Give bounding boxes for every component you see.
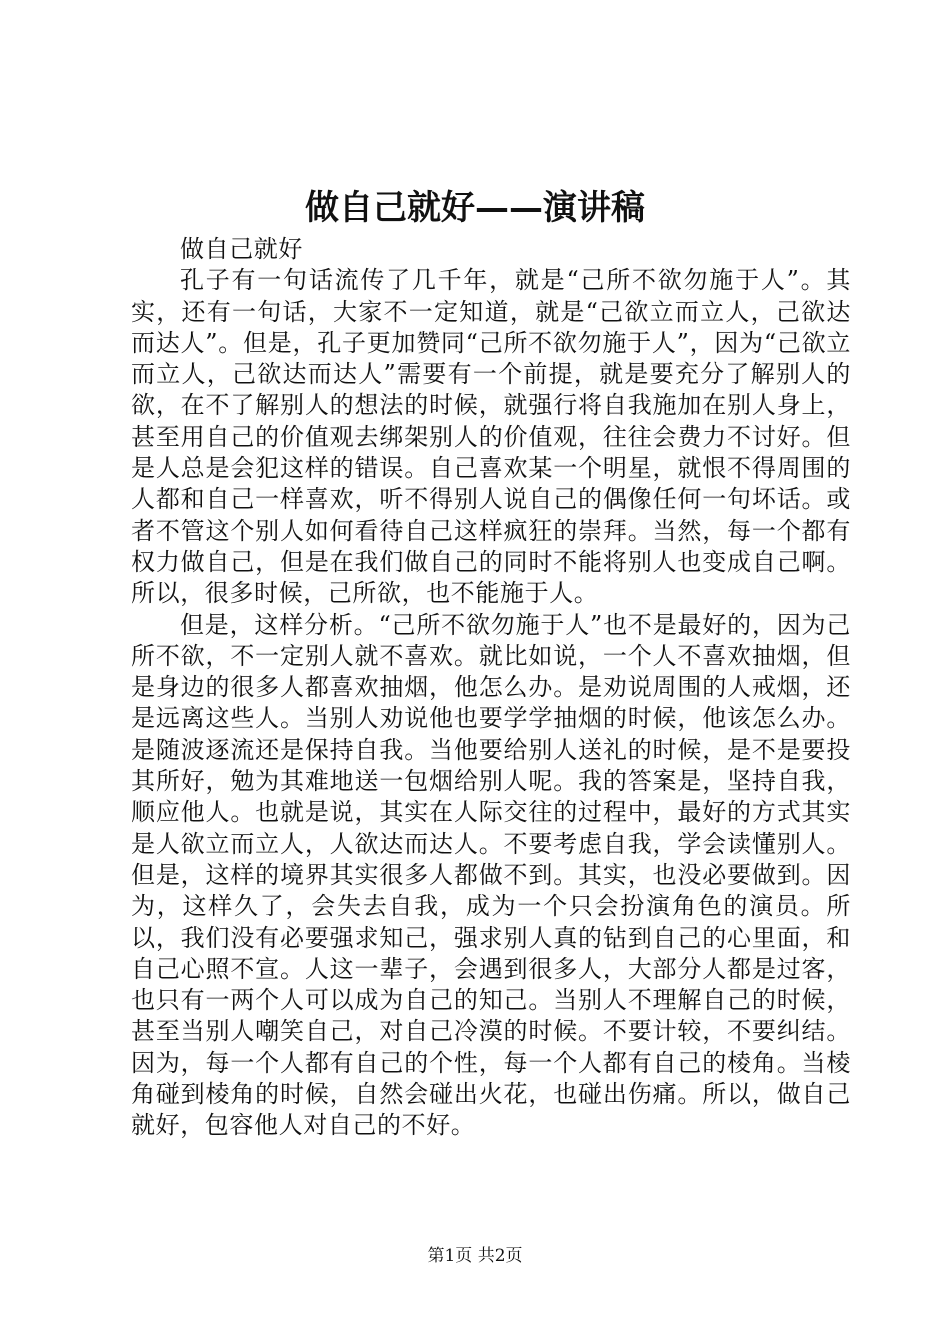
paragraph-subtitle: 做自己就好 (180, 235, 303, 263)
document-title: 做自己就好——演讲稿 (305, 188, 645, 228)
page-number-footer: 第1页 共2页 (427, 1246, 523, 1266)
paragraph-1: 孔子有一句话流传了几千年，就是“己所不欲勿施于人”。其实，还有一句话，大家不一定知道，就是“己欲立而立人，己欲达而达人”。但是，孔子更加赞同“己所不欲勿施于人”，因为“己欲立而立人，己欲达而达人”需要有一个前提，就是要充分了解别人的欲，在不了解别人的想法的时候，就强行将自我施加在别人身上，甚至用自己的价值观去绑架别人的价值观，往往会费力不讨好。但是人总是会犯这样的错误。自己喜欢某一个明星，就恨不得周围的人都和自己一样喜欢，听不得别人说自己的偶像任何一句坏话。或者不管这个别人如何看待自己这样疯狂的崇拜。当然，每一个都有权力做自己，但是在我们做自己的同时不能将别人也变成自己啊。所以，很多时候，己所欲，也不能施于人。 (131, 266, 851, 608)
paragraph-2: 但是，这样分析。“己所不欲勿施于人”也不是最好的，因为己所不欲，不一定别人就不喜欢。就比如说，一个人不喜欢抽烟，但是身边的很多人都喜欢抽烟，他怎么办。是劝说周围的人戒烟，还是远离这些人。当别人劝说他也要学学抽烟的时候，他该怎么办。是随波逐流还是保持自我。当他要给别人送礼的时候，是不是要投其所好，勉为其难地送一包烟给别人呢。我的答案是，坚持自我，顺应他人。也就是说，其实在人际交往的过程中，最好的方式其实是人欲立而立人，人欲达而达人。不要考虑自我，学会读懂别人。但是，这样的境界其实很多人都做不到。其实，也没必要做到。因为，这样久了，会失去自我，成为一个只会扮演角色的演员。所以，我们没有必要强求知己，强求别人真的钻到自己的心里面，和自己心照不宣。人这一辈子，会遇到很多人，大部分人都是过客，也只有一两个人可以成为自己的知己。当别人不理解自己的时候，甚至当别人嘲笑自己，对自己冷漠的时候。不要计较，不要纠结。因为，每一个人都有自己的个性，每一个人都有自己的棱角。当棱角碰到棱角的时候，自然会碰出火花，也碰出伤痛。所以，做自己就好，包容他人对自己的不好。 (131, 610, 851, 1140)
document-body (131, 234, 851, 1142)
